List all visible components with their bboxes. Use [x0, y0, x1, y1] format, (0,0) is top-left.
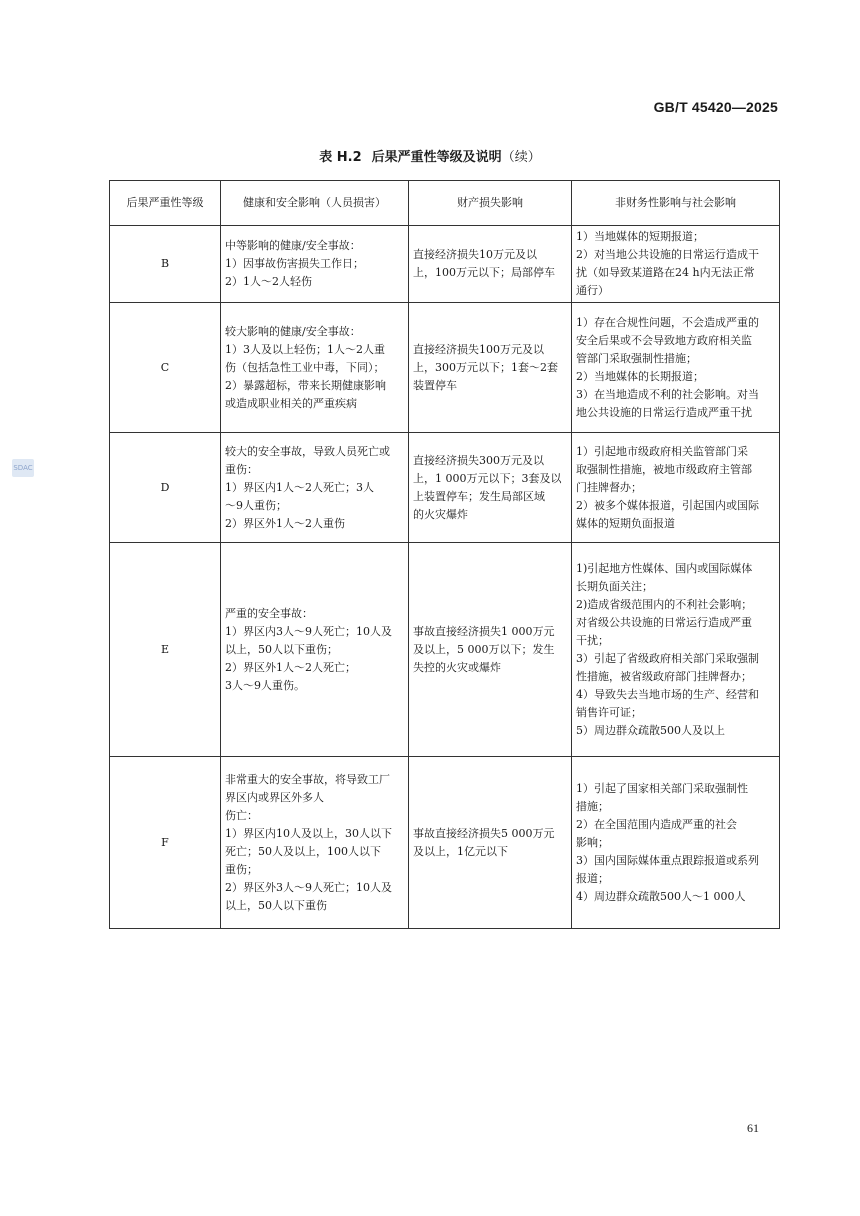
cell-line: ～9人重伤； — [225, 498, 287, 512]
page-number: 61 — [747, 1121, 759, 1135]
cell-line: 严重的安全事故： — [225, 606, 313, 620]
cell-line: 较大的安全事故，导致人员死亡或 — [225, 444, 390, 458]
level-cell: D — [110, 433, 221, 543]
cell-line: 死亡；50人及以上，100人以下 — [225, 844, 381, 858]
cell-line: 媒体的短期负面报道 — [576, 516, 675, 530]
cell-line: 1）引起了国家相关部门采取强制性 — [576, 781, 748, 795]
health-cell — [221, 757, 409, 929]
cell-line: 门挂牌督办； — [576, 480, 642, 494]
standard-code: GB/T 45420—2025 — [653, 99, 778, 115]
table-continued-label: （续） — [501, 150, 541, 165]
social-cell — [572, 433, 780, 543]
cell-line: 1）因事故伤害损失工作日； — [225, 257, 364, 270]
cell-line: 事故直接经济损失5 000万元 — [413, 826, 555, 840]
table-row — [110, 433, 780, 543]
cell-line: 伤（包括急性工业中毒，下同）； — [225, 360, 385, 374]
property-cell — [409, 433, 572, 543]
cell-line: 以上，50人以下重伤； — [225, 642, 338, 656]
cell-line: 1）界区内3人～9人死亡；10人及 — [225, 624, 392, 638]
cell-line: 以上，50人以下重伤 — [225, 898, 327, 912]
cell-line: 2）界区外1人～2人死亡； — [225, 660, 356, 674]
social-cell — [572, 757, 780, 929]
cell-line: 措施； — [576, 799, 609, 813]
level-cell: C — [110, 303, 221, 433]
social-cell — [572, 226, 780, 303]
cell-line: 伤亡： — [225, 808, 258, 822]
level-cell: F — [110, 757, 221, 929]
cell-line: 2）对当地公共设施的日常运行造成干 — [576, 248, 759, 261]
cell-line: 失控的火灾或爆炸 — [413, 660, 501, 674]
cell-line: 1)引起地方性媒体、国内或国际媒体 — [576, 561, 753, 575]
cell-line: 2）在全国范围内造成严重的社会 — [576, 817, 737, 831]
severity-table — [109, 180, 780, 929]
table-number: 表 H.2 — [319, 150, 362, 165]
cell-line: 重伤； — [225, 862, 258, 876]
table-title-text: 后果严重性等级及说明 — [371, 150, 502, 165]
social-cell — [572, 303, 780, 433]
table-title — [0, 146, 860, 165]
cell-line: 对省级公共设施的日常运行造成严重 — [576, 615, 752, 629]
cell-line: 2)造成省级范围内的不利社会影响； — [576, 597, 753, 611]
cell-line: 2）被多个媒体报道，引起国内或国际 — [576, 498, 759, 512]
cell-line: 中等影响的健康/安全事故： — [225, 239, 361, 252]
cell-line: 1）界区内1人～2人死亡；3人 — [225, 480, 374, 494]
cell-line: 管部门采取强制性措施； — [576, 351, 697, 365]
cell-line: 重伤： — [225, 462, 258, 476]
cell-line: 装置停车 — [413, 378, 457, 392]
cell-line: 通行） — [576, 284, 609, 297]
cell-line: 上，1 000万元以下；3套及以 — [413, 471, 562, 485]
header-cell — [572, 181, 780, 226]
cell-line: 及以上，5 000万以下；发生 — [413, 642, 555, 656]
cell-line: 直接经济损失10万元及以 — [413, 248, 537, 261]
health-cell — [221, 433, 409, 543]
cell-line: 或造成职业相关的严重疾病 — [225, 396, 357, 410]
cell-line: 的火灾爆炸 — [413, 507, 468, 521]
cell-line: 5）周边群众疏散500人及以上 — [576, 723, 725, 737]
property-cell — [409, 303, 572, 433]
header-cell — [110, 181, 221, 226]
cell-line: 上装置停车；发生局部区域 — [413, 489, 545, 503]
table-header-row — [110, 181, 780, 226]
cell-line: 取强制性措施，被地市级政府主管部 — [576, 462, 752, 476]
cell-line: 扰（如导致某道路在24 h内无法正常 — [576, 266, 755, 279]
cell-line: 较大影响的健康/安全事故： — [225, 324, 361, 338]
cell-line: 上，100万元以下；局部停车 — [413, 266, 555, 279]
cell-line: 界区内或界区外多人 — [225, 790, 324, 804]
level-cell: B — [110, 226, 221, 303]
header-cell — [409, 181, 572, 226]
cell-line: 直接经济损失300万元及以 — [413, 453, 544, 467]
level-cell: E — [110, 543, 221, 757]
cell-line: 非财务性影响与社会影响 — [615, 196, 736, 209]
property-cell — [409, 543, 572, 757]
cell-line: 非常重大的安全事故，将导致工厂 — [225, 772, 390, 786]
cell-line: 2）当地媒体的长期报道； — [576, 369, 704, 383]
property-cell — [409, 226, 572, 303]
watermark-icon: SDAC — [12, 459, 34, 477]
cell-line: 长期负面关注； — [576, 579, 653, 593]
cell-line: 2）1人～2人轻伤 — [225, 275, 312, 288]
cell-line: 1）当地媒体的短期报道； — [576, 230, 704, 243]
table-row — [110, 226, 780, 303]
cell-line: 2）暴露超标，带来长期健康影响 — [225, 378, 386, 392]
cell-line: 1）界区内10人及以上，30人以下 — [225, 826, 392, 840]
property-cell — [409, 757, 572, 929]
table-row — [110, 303, 780, 433]
cell-line: 3人～9人重伤。 — [225, 678, 305, 692]
cell-line: 4）周边群众疏散500人～1 000人 — [576, 889, 746, 903]
cell-line: 报道； — [576, 871, 609, 885]
cell-line: 1）存在合规性问题，不会造成严重的 — [576, 315, 759, 329]
health-cell — [221, 543, 409, 757]
cell-line: 销售许可证； — [576, 705, 642, 719]
header-cell — [221, 181, 409, 226]
cell-line: 健康和安全影响 — [243, 196, 320, 209]
cell-line: 2）界区外3人～9人死亡；10人及 — [225, 880, 392, 894]
cell-line: 财产损失影响 — [457, 196, 523, 209]
cell-line: 后果严重性等级 — [126, 196, 204, 209]
cell-line: 4）导致失去当地市场的生产、经营和 — [576, 687, 759, 701]
cell-line: 1）引起地市级政府相关监管部门采 — [576, 444, 748, 458]
cell-line: 干扰； — [576, 633, 609, 647]
table-row — [110, 543, 780, 757]
social-cell — [572, 543, 780, 757]
cell-line: 性措施，被省级政府部门挂牌督办； — [576, 669, 752, 683]
table-row — [110, 757, 780, 929]
cell-line: 1）3人及以上轻伤；1人～2人重 — [225, 342, 385, 356]
cell-line: 3）国内国际媒体重点跟踪报道或系列 — [576, 853, 759, 867]
cell-line: （人员损害） — [320, 196, 386, 209]
health-cell — [221, 226, 409, 303]
cell-line: 上，300万元以下；1套～2套 — [413, 360, 558, 374]
cell-line: 直接经济损失100万元及以 — [413, 342, 544, 356]
cell-line: 2）界区外1人～2人重伤 — [225, 516, 345, 530]
cell-line: 安全后果或不会导致地方政府相关监 — [576, 333, 752, 347]
cell-line: 及以上，1亿元以下 — [413, 844, 508, 858]
health-cell — [221, 303, 409, 433]
cell-line: 影响； — [576, 835, 609, 849]
cell-line: 3）引起了省级政府相关部门采取强制 — [576, 651, 759, 665]
cell-line: 3）在当地造成不利的社会影响。对当 — [576, 387, 759, 401]
cell-line: 地公共设施的日常运行造成严重干扰 — [576, 405, 752, 419]
cell-line: 事故直接经济损失1 000万元 — [413, 624, 555, 638]
